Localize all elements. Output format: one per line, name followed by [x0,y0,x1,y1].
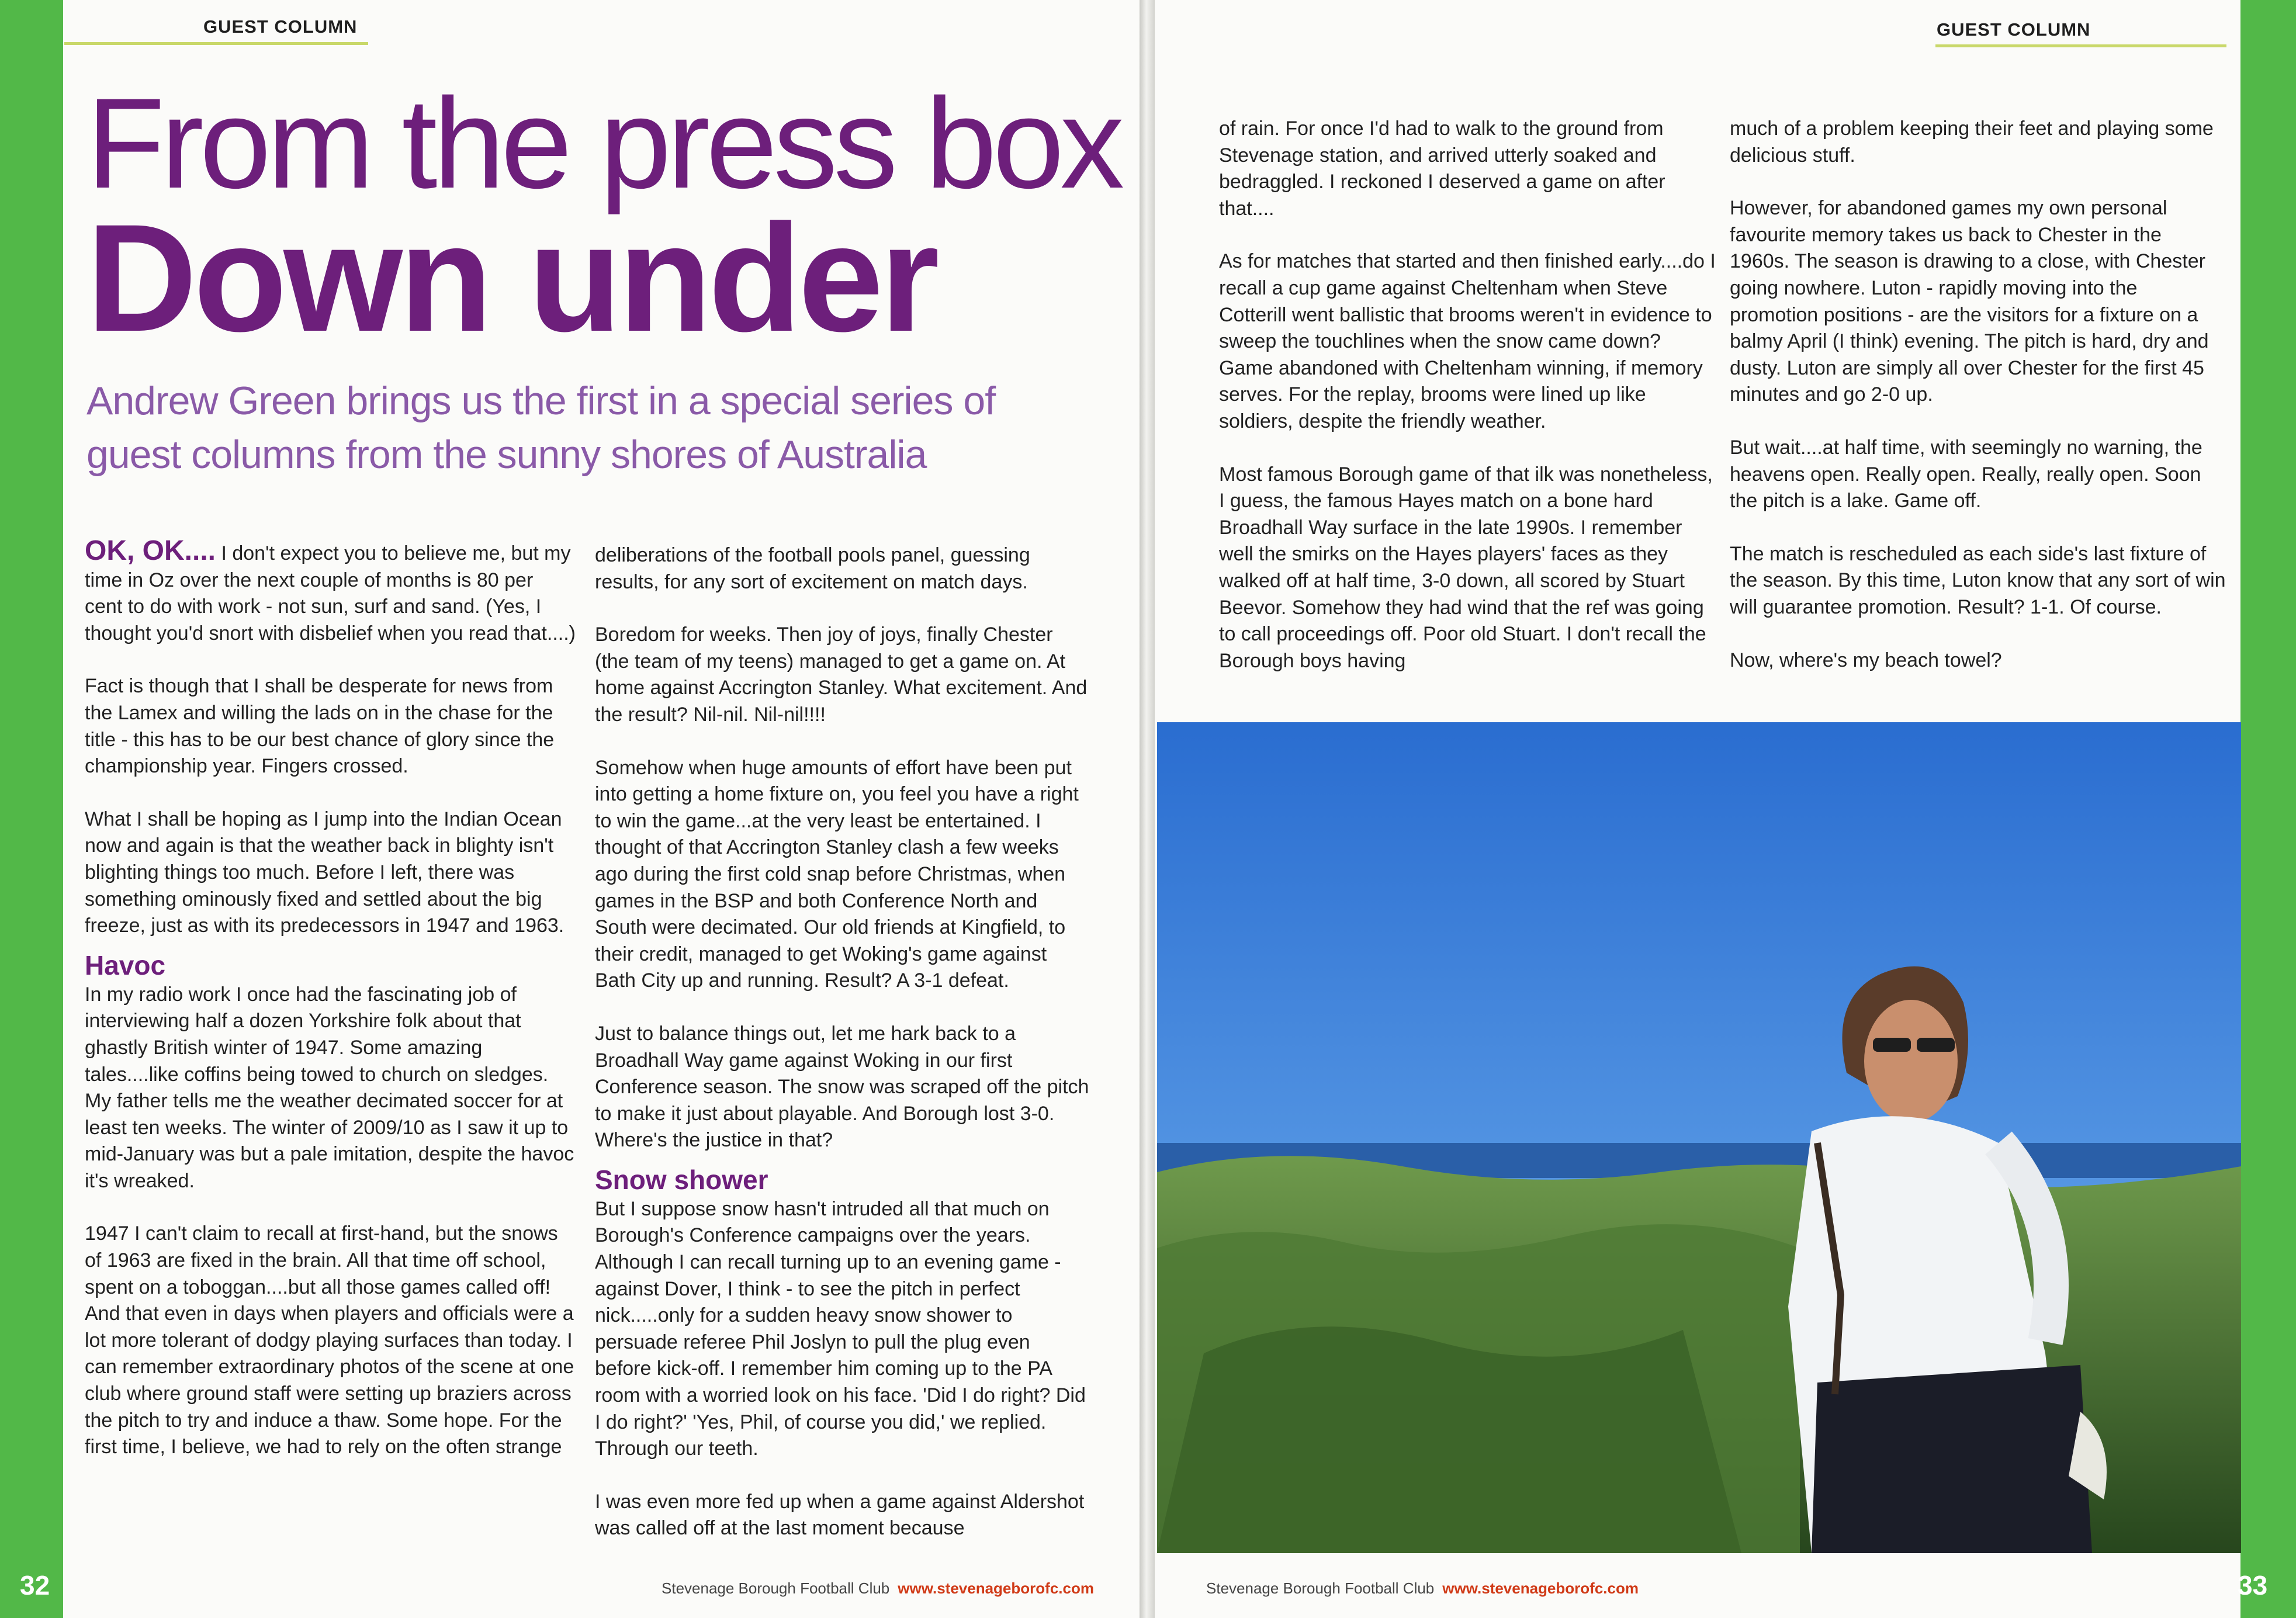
paragraph: What I shall be hoping as I jump into the Indian Ocean now and again is that the weather back in blighty isn't blighting things too much. Before I left, there was something ominously fixed and settled about the big freeze, just as with its predecessors in 1947 and 1963. [85,808,565,937]
paragraph: Just to balance things out, let me hark back to a Broadhall Way game against Woking in our first Conference season. The snow was scraped off the pitch to make it just about playable. And Borough lost 3-0. Where's the justice in that? [595,1022,1089,1152]
headline-main: Down under [86,192,936,363]
article-column-1 [85,535,576,1487]
page-edge-bar [2240,0,2296,1618]
paragraph: I was even more fed up when a game against Aldershot was called off at the last moment because [595,1490,1085,1540]
article-column-2 [595,542,1092,1568]
paragraph: Somehow when huge amounts of effort have been put into getting a home fixture on, you feel you have a right to win the game...at the very least be entertained. I thought of that Accrington Stanley clash a few weeks ago during the first cold snap before Christmas, when games in the BSP and both Conference North and South were decimated. Our old friends at Kingfield, to their credit, managed to get Woking's game against Bath City up and running. Result? A 3-1 defeat. [595,756,1079,992]
subheading-havoc: Havoc [85,950,166,980]
page-edge-bar [0,0,63,1618]
paragraph-text: I don't expect you to believe me, but my time in Oz over the next couple of months is 80 per cent to do with work - not sun, surf and sand. (Yes, I thought you'd snort with disbelief when you read that....) [85,542,576,645]
left-page [0,0,1140,1618]
paragraph: But wait....at half time, with seemingly no warning, the heavens open. Really open. Really, really open. Soon the pitch is a lake. Game off. [1730,436,2203,512]
headline-top: From the press box [86,71,1121,215]
page-number: 33 [2238,1570,2268,1600]
paragraph: As for matches that started and then finished early....do I recall a cup game against Cheltenham when Steve Cotterill went ballistic that brooms weren't in evidence to sweep the touchlines when the snow came down? Game abandoned with Cheltenham winning, if memory serves. For the replay, brooms were lined up like soldiers, despite the friendly weather. [1219,250,1716,432]
paragraph [85,535,576,647]
lead-in: OK, OK.... [85,535,216,566]
page-footer [662,1579,1094,1598]
paragraph: But I suppose snow hasn't intruded all that much on Borough's Conference campaigns over the years. Although I can recall turning up to an evening game - against Dover, I think - to see the pitch in perfect nick.....only for a sudden heavy snow shower to persuade referee Phil Joslyn to pull the plug even before kick-off. I remember him coming up to the PA room with a worried look on his face. 'Did I do right? Did I do right?' 'Yes, Phil, of course you did,' we replied. Through our teeth. [595,1197,1086,1460]
article-column-3 [1219,116,1716,701]
section-label: GUEST COLUMN [1937,19,2091,40]
standfirst: Andrew Green brings us the first in a special series of guest columns from the sunny shores of Australia [86,379,996,477]
paragraph: In my radio work I once had the fascinating job of interviewing half a dozen Yorkshire folk about that ghastly British winter of 1947. Some amazing tales....like coffins being towed to church on sledges. My father tells me the weather decimated soccer for at least ten weeks. The winter of 2009/10 as I saw it up to mid-January was but a pale imitation, despite the havoc it's wreaked. [85,983,574,1192]
spine-gutter [1140,0,1155,1618]
paragraph: Boredom for weeks. Then joy of joys, finally Chester (the team of my teens) managed to get a game on. At home against Accrington Stanley. What excitement. And the result? Nil-nil. Nil-nil!!!! [595,623,1088,726]
article-column-4 [1730,116,2226,700]
section-rule [1935,44,2226,47]
paragraph: much of a problem keeping their feet and playing some delicious stuff. [1730,117,2214,167]
paragraph: Now, where's my beach towel? [1730,649,2002,671]
page-number: 32 [20,1570,50,1600]
author-photo [1157,722,2241,1553]
footer-url: www.stevenageborofc.com [898,1579,1094,1597]
paragraph: Fact is though that I shall be desperate for news from the Lamex and willing the lads on in the chase for the title - this has to be our best chance of glory since the championship year. Fingers crossed. [85,675,555,778]
subheading-snow-shower: Snow shower [595,1164,768,1195]
footer-url: www.stevenageborofc.com [1442,1579,1639,1597]
paragraph: The match is rescheduled as each side's last fixture of the season. By this time, Luton know that any sort of win will guarantee promotion. Result? 1-1. Of course. [1730,542,2226,618]
paragraph: However, for abandoned games my own personal favourite memory takes us back to Chester in the 1960s. The season is drawing to a close, with Chester going nowhere. Luton - rapidly moving into the promotion positions - are the visitors for a fixture on a balmy April (I think) evening. The pitch is hard, dry and dusty. Luton are simply all over Chester for the first 45 minutes and go 2-0 up. [1730,197,2209,406]
footer-club: Stevenage Borough Football Club [1206,1579,1435,1597]
section-label: GUEST COLUMN [203,16,358,37]
footer-club: Stevenage Borough Football Club [662,1579,890,1597]
right-page [1155,0,2296,1618]
paragraph: of rain. For once I'd had to walk to the ground from Stevenage station, and arrived utterly soaked and bedraggled. I reckoned I deserved a game on after that.... [1219,117,1665,220]
paragraph: 1947 I can't claim to recall at first-hand, but the snows of 1963 are fixed in the brain. All that time off school, spent on a toboggan....but all those games called off! And that even in days when players and officials were a lot more tolerant of dodgy playing surfaces than today. I can remember extraordinary photos of the scene at one club where ground staff were setting up braziers across the pitch to try and induce a thaw. Some hope. For the first time, I believe, we had to rely on the often strange [85,1222,574,1458]
paragraph: Most famous Borough game of that ilk was nonetheless, I guess, the famous Hayes match on a bone hard Broadhall Way surface in the late 1990s. I remember well the smirks on the Hayes players' faces as they walked off at half time, 3-0 down, all scored by Stuart Beevor. Somehow they had wind that the ref was going to call proceedings off. Poor old Stuart. I don't recall the Borough boys having [1219,463,1713,672]
photo-illustration [1157,722,2241,1553]
paragraph: deliberations of the football pools panel, guessing results, for any sort of excitement on match days. [595,544,1030,593]
page-footer [1206,1579,1639,1598]
section-rule [64,42,368,45]
